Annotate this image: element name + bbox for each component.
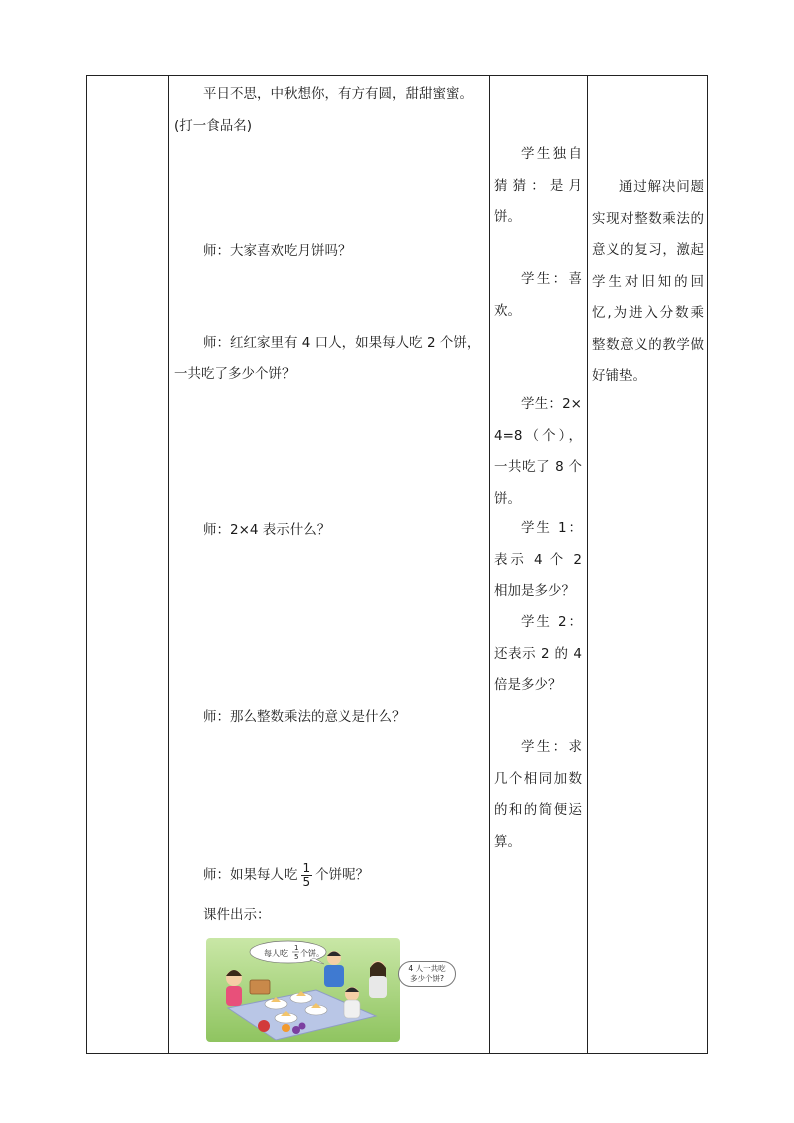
table-top-border	[86, 75, 708, 76]
teacher-question-1: 师：大家喜欢吃月饼吗？	[203, 243, 352, 259]
girl-body	[226, 986, 242, 1006]
student-answer-2: 学生：喜欢。	[494, 271, 582, 319]
table-col-border-5	[707, 75, 708, 1054]
bubble-1-num: 1	[294, 944, 299, 952]
table-col-border-2	[168, 75, 169, 1054]
bubble-1-den: 5	[294, 953, 299, 961]
design-intent-note: 通过解决问题实现对整数乘法的意义的复习，激起学生对旧知的回忆,为进入分数乘整数意义的教学做好铺垫。	[592, 179, 704, 384]
riddle-line-1: 平日不思，中秋想你，有方有圆，甜甜蜜蜜。	[203, 86, 473, 102]
table-bottom-border	[86, 1053, 708, 1054]
teacher-question-5-post: 个饼呢？	[315, 867, 370, 883]
fraction-denominator: 5	[302, 874, 311, 889]
teacher-question-4: 师：那么整数乘法的意义是什么？	[203, 709, 406, 725]
bubble-1-post: 个饼。	[300, 949, 324, 958]
courseware-label: 课件出示：	[203, 907, 271, 923]
teacher-question-2-line-2: 一共吃了多少个饼？	[174, 366, 296, 382]
fraction-one-fifth	[301, 862, 313, 889]
teacher-question-5-pre: 师：如果每人吃	[203, 867, 298, 883]
teacher-question-5	[203, 860, 369, 890]
table-col-border-1	[86, 75, 87, 1054]
boy-body	[344, 1000, 360, 1018]
picnic-scene-svg	[206, 938, 400, 1042]
mother-body	[369, 976, 387, 998]
bubble-1-pre: 每人吃	[264, 949, 288, 958]
teacher-question-2-line-1: 师：红红家里有 4 口人，如果每人吃 2 个饼，	[203, 335, 481, 351]
table-col-border-3	[489, 75, 490, 1054]
speech-bubble-2	[398, 961, 456, 987]
orange-icon	[282, 1024, 290, 1032]
basket-icon	[250, 980, 270, 994]
picnic-illustration	[206, 938, 400, 1042]
bubble-2-line-2: 多少个饼?	[410, 974, 444, 983]
student-answer-1: 学生独自猜猜：是月饼。	[494, 146, 582, 225]
watermelon-icon	[258, 1020, 270, 1032]
student-answer-5: 学生 2：还表示 2 的 4 倍是多少？	[494, 614, 582, 693]
grape-icon	[299, 1023, 306, 1030]
fraction-numerator: 1	[302, 860, 311, 875]
riddle-line-2: (打一食品名)	[174, 118, 253, 134]
student-answer-3: 学生：2×4=8（个），一共吃了 8 个饼。	[494, 396, 582, 507]
teacher-question-3: 师：2×4 表示什么？	[203, 522, 331, 538]
bubble-2-line-1: 4 人一共吃	[408, 964, 446, 973]
father-body	[324, 965, 344, 987]
student-answer-4: 学生 1：表示 4 个 2 相加是多少？	[494, 520, 582, 599]
table-col-border-4	[587, 75, 588, 1054]
student-answer-6: 学生：求几个相同加数的和的简便运算。	[494, 739, 582, 850]
